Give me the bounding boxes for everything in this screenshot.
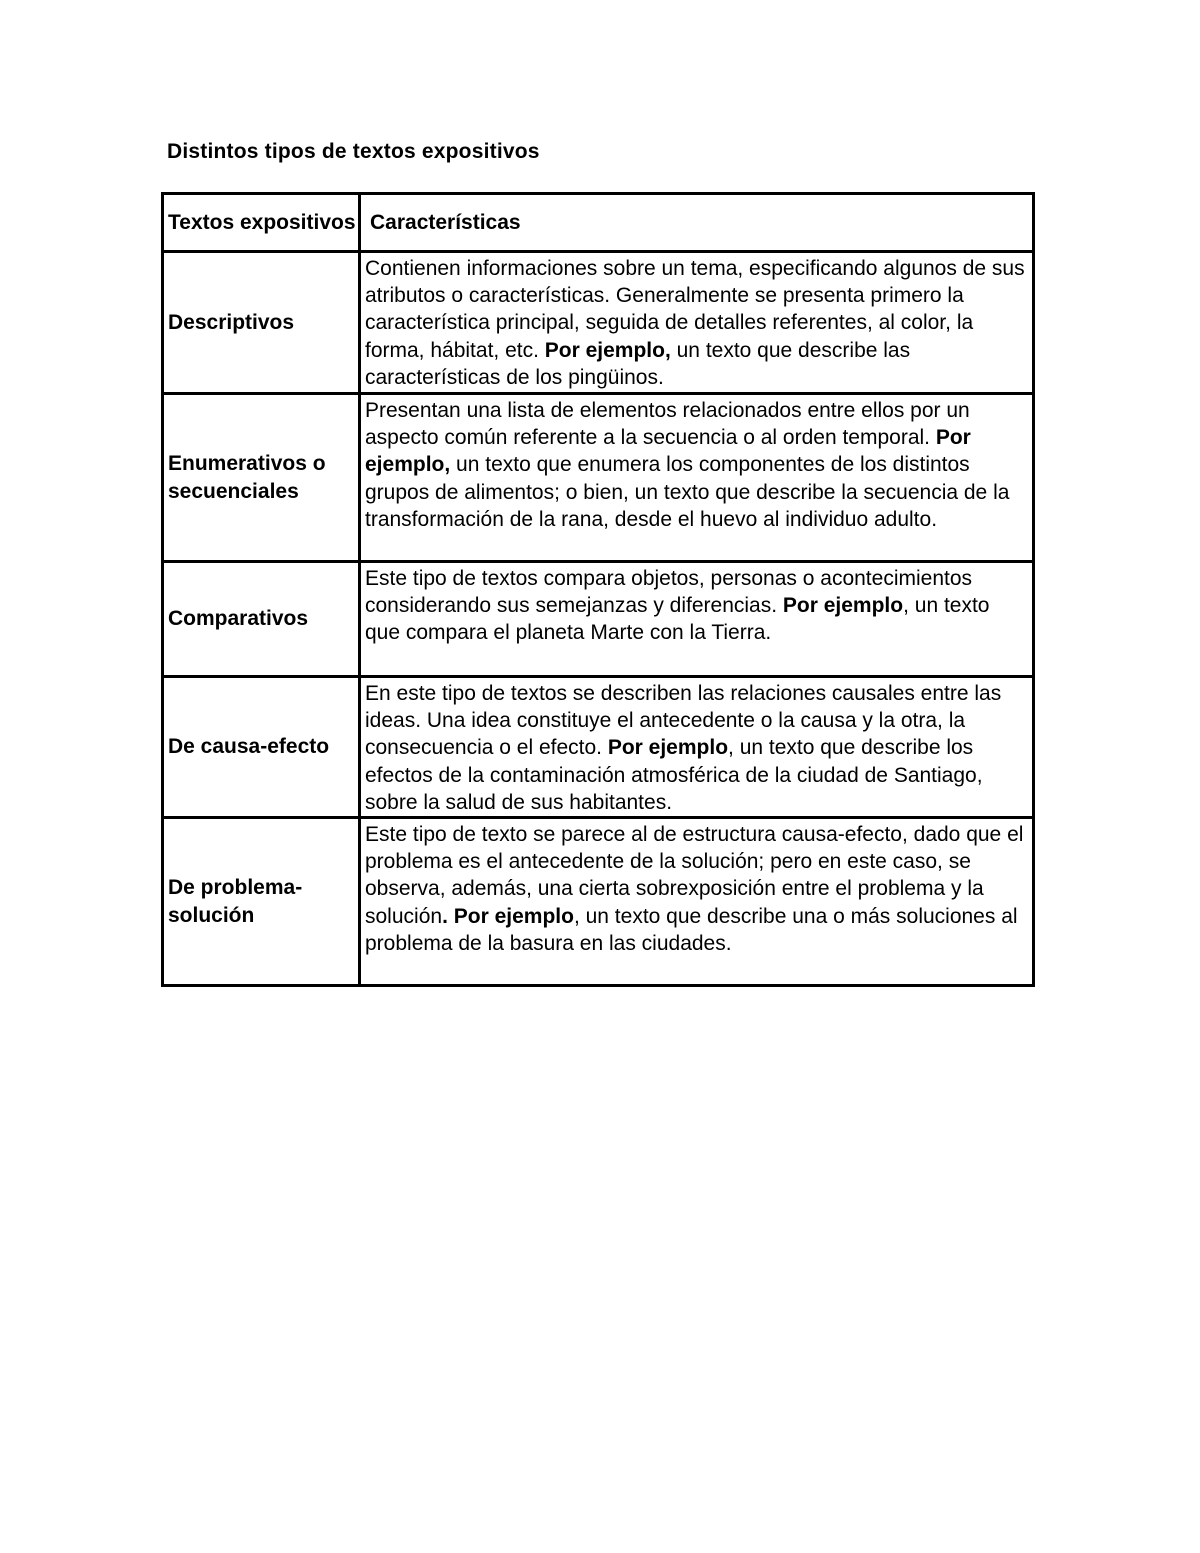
table-row — [163, 562, 1034, 677]
description-text: Presentan una lista de elementos relacionados entre ellos por un aspecto común referente a la secuencia o al orden temporal. — [365, 399, 970, 450]
expository-texts-table — [161, 192, 1035, 987]
table-row — [163, 394, 1034, 562]
example-text: , un texto que describe una o más soluciones al problema de la basura en las ciudades. — [365, 904, 1018, 955]
row-description — [360, 677, 1034, 818]
description-text: Contienen informaciones sobre un tema, especificando algunos de sus atributos o características. Generalmente se presenta primero la característica principal, seguida de detalles referentes, al color, la forma, hábitat, etc. — [365, 257, 1025, 362]
column-header-types: Textos expositivos — [163, 194, 360, 252]
table-header-row — [163, 194, 1034, 252]
row-description — [360, 394, 1034, 562]
example-label: . Por ejemplo — [442, 904, 574, 928]
example-label: Por ejemplo — [782, 594, 904, 618]
row-type-label: Descriptivos — [163, 252, 360, 394]
example-label: Por ejemplo, — [365, 426, 971, 477]
example-text: , un texto que describe los efectos de la contaminación atmosférica de la ciudad de Santiago, sobre la salud de sus habitantes. — [365, 736, 983, 814]
row-description — [360, 252, 1034, 394]
description-text: Este tipo de texto se parece al de estructura causa-efecto, dado que el problema es el antecedente de la solución; pero en este caso, se observa, además, una cierta sobrexposición entre el problema y la solución — [365, 823, 1024, 928]
row-type-label: De problema-solución — [163, 818, 360, 986]
row-type-label: De causa-efecto — [163, 677, 360, 818]
description-text: En este tipo de textos se describen las relaciones causales entre las ideas. Una idea constituye el antecedente o la causa y la otra, la consecuencia o el efecto. — [365, 682, 1002, 760]
row-description — [360, 562, 1034, 677]
example-text: un texto que enumera los componentes de los distintos grupos de alimentos; o bien, un texto que describe la secuencia de la transformación de la rana, desde el huevo al individuo adulto. — [365, 453, 1010, 531]
table-row — [163, 677, 1034, 818]
table-row — [163, 252, 1034, 394]
example-label: Por ejemplo — [607, 736, 729, 760]
page-title: Distintos tipos de textos expositivos — [167, 140, 540, 163]
table-row — [163, 818, 1034, 986]
example-text: un texto que describe las características de los pingüinos. — [365, 338, 911, 389]
column-header-characteristics: Características — [360, 194, 1034, 252]
row-type-label: Comparativos — [163, 562, 360, 677]
row-type-label: Enumerativos o secuenciales — [163, 394, 360, 562]
row-description — [360, 818, 1034, 986]
example-label: Por ejemplo, — [544, 338, 671, 362]
example-text: , un texto que compara el planeta Marte con la Tierra. — [365, 594, 990, 645]
description-text: Este tipo de textos compara objetos, personas o acontecimientos considerando sus semejanzas y diferencias. — [365, 567, 973, 618]
